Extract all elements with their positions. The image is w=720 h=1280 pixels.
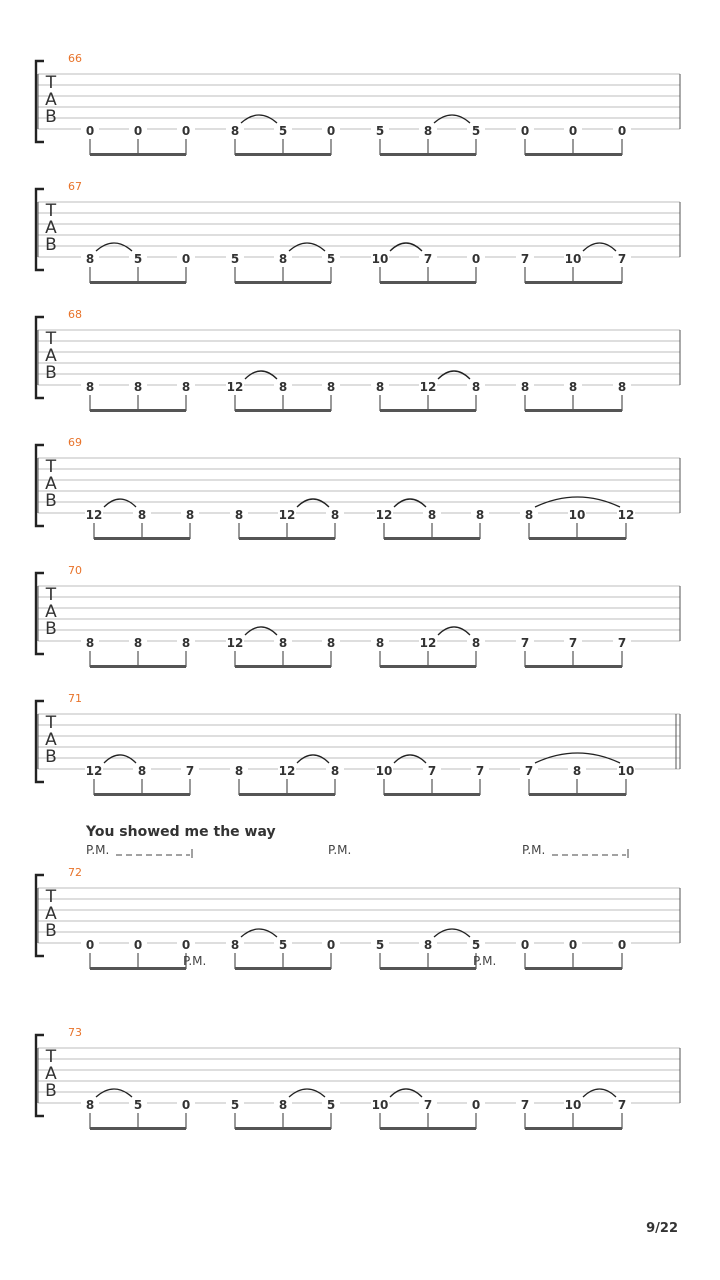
tie-arc (434, 929, 470, 937)
system-bracket (36, 317, 44, 398)
tab-clef-letter: A (45, 1064, 57, 1084)
fret-number: 12 (278, 508, 296, 522)
tab-system-73 (36, 954, 680, 1130)
tie-arc (96, 243, 132, 251)
palm-mute-label: P.M. (183, 954, 207, 968)
measure-number: 71 (68, 692, 82, 705)
tie-arc (241, 115, 277, 123)
beam (239, 537, 335, 540)
tab-system-67 (36, 180, 680, 284)
beam (380, 409, 476, 412)
fret-number: 12 (85, 764, 103, 778)
fret-number: 8 (133, 380, 143, 394)
tab-clef-letter: B (45, 363, 57, 383)
palm-mute-label: P.M. (473, 954, 497, 968)
fret-number: 7 (423, 252, 433, 266)
beam (90, 281, 186, 284)
fret-number: 0 (85, 938, 95, 952)
tab-clef-letter: B (45, 747, 57, 767)
beam (380, 1127, 476, 1130)
measure-number: 66 (68, 52, 82, 65)
tab-clef-letter: B (45, 491, 57, 511)
system-bracket (36, 701, 44, 782)
fret-number: 10 (371, 252, 389, 266)
fret-number: 0 (617, 124, 627, 138)
fret-number: 0 (520, 124, 530, 138)
fret-number: 8 (234, 508, 244, 522)
system-bracket (36, 189, 44, 270)
fret-number: 7 (427, 764, 437, 778)
fret-number: 8 (85, 380, 95, 394)
palm-mute-label: P.M. (328, 843, 352, 857)
fret-number: 7 (617, 636, 627, 650)
fret-number: 12 (375, 508, 393, 522)
tie-arc (104, 499, 136, 507)
fret-number: 8 (181, 636, 191, 650)
beam (235, 665, 331, 668)
system-bracket (36, 61, 44, 142)
tab-system-72 (36, 824, 680, 970)
fret-number: 7 (568, 636, 578, 650)
fret-number: 8 (326, 636, 336, 650)
tab-system-70 (36, 564, 680, 668)
measure-number: 67 (68, 180, 82, 193)
beam (525, 281, 622, 284)
fret-number: 10 (371, 1098, 389, 1112)
tie-arc (438, 627, 470, 635)
beam (94, 537, 190, 540)
fret-number: 8 (85, 1098, 95, 1112)
fret-number: 7 (617, 1098, 627, 1112)
fret-number: 0 (471, 252, 481, 266)
fret-number: 8 (520, 380, 530, 394)
tab-clef-letter: T (45, 585, 57, 605)
fret-number: 12 (226, 636, 244, 650)
tab-system-69 (36, 436, 680, 540)
tab-clef-letter: T (45, 1047, 57, 1067)
tie-arc (289, 243, 325, 251)
lyrics-text: You showed me the way (86, 824, 276, 840)
tie-arc (245, 627, 277, 635)
tab-clef-letter: T (45, 73, 57, 93)
fret-number: 8 (423, 124, 433, 138)
measure-number: 70 (68, 564, 82, 577)
fret-number: 7 (520, 636, 530, 650)
fret-number: 8 (617, 380, 627, 394)
beam (235, 967, 331, 970)
tie-arc (297, 755, 329, 763)
beam (529, 793, 626, 796)
system-bracket (36, 445, 44, 526)
fret-number: 12 (278, 764, 296, 778)
fret-number: 8 (375, 636, 385, 650)
beam (90, 153, 186, 156)
tab-clef-letter: B (45, 921, 57, 941)
beam (525, 153, 622, 156)
fret-number: 8 (471, 380, 481, 394)
tab-clef-letter: T (45, 457, 57, 477)
fret-number: 0 (133, 124, 143, 138)
measure-number: 68 (68, 308, 82, 321)
fret-number: 0 (181, 1098, 191, 1112)
fret-number: 8 (278, 252, 288, 266)
tie-arc (394, 499, 426, 507)
beam (525, 1127, 622, 1130)
system-bracket (36, 875, 44, 956)
beam (525, 409, 622, 412)
beam (384, 793, 480, 796)
tab-clef-letter: B (45, 1081, 57, 1101)
fret-number: 7 (617, 252, 627, 266)
beam (235, 1127, 331, 1130)
fret-number: 8 (475, 508, 485, 522)
beam (529, 537, 626, 540)
fret-number: 8 (137, 508, 147, 522)
fret-number: 5 (375, 124, 385, 138)
beam (235, 153, 331, 156)
fret-number: 5 (230, 252, 240, 266)
tab-system-66 (36, 52, 680, 156)
measure-number: 69 (68, 436, 82, 449)
fret-number: 12 (226, 380, 244, 394)
fret-number: 0 (520, 938, 530, 952)
fret-number: 8 (524, 508, 534, 522)
beam (384, 537, 480, 540)
tab-clef-letter: A (45, 904, 57, 924)
tab-system-71 (36, 692, 680, 796)
fret-number: 10 (564, 1098, 582, 1112)
tie-arc (583, 243, 616, 251)
beam (380, 153, 476, 156)
beam (94, 793, 190, 796)
fret-number: 8 (181, 380, 191, 394)
tab-clef-letter: T (45, 201, 57, 221)
measure-number: 73 (68, 1026, 82, 1039)
fret-number: 5 (230, 1098, 240, 1112)
beam (90, 967, 186, 970)
fret-number: 8 (278, 636, 288, 650)
fret-number: 0 (181, 124, 191, 138)
fret-number: 5 (326, 252, 336, 266)
tie-arc (289, 1089, 325, 1097)
fret-number: 5 (278, 124, 288, 138)
fret-number: 5 (471, 938, 481, 952)
fret-number: 10 (617, 764, 635, 778)
tab-clef-letter: A (45, 474, 57, 494)
fret-number: 10 (564, 252, 582, 266)
fret-number: 8 (230, 124, 240, 138)
fret-number: 7 (185, 764, 195, 778)
fret-number: 8 (375, 380, 385, 394)
fret-number: 5 (326, 1098, 336, 1112)
tie-arc (96, 1089, 132, 1097)
fret-number: 0 (181, 938, 191, 952)
fret-number: 7 (423, 1098, 433, 1112)
fret-number: 0 (568, 938, 578, 952)
tab-clef-letter: T (45, 329, 57, 349)
tab-clef-letter: B (45, 619, 57, 639)
fret-number: 7 (520, 1098, 530, 1112)
fret-number: 10 (568, 508, 586, 522)
fret-number: 0 (617, 938, 627, 952)
tie-arc (241, 929, 277, 937)
fret-number: 12 (85, 508, 103, 522)
beam (380, 665, 476, 668)
tie-arc (434, 115, 470, 123)
fret-number: 0 (568, 124, 578, 138)
fret-number: 0 (326, 938, 336, 952)
fret-number: 8 (471, 636, 481, 650)
beam (235, 409, 331, 412)
page-number: 9/22 (646, 1221, 678, 1236)
tab-clef-letter: A (45, 90, 57, 110)
fret-number: 5 (133, 252, 143, 266)
system-bracket (36, 573, 44, 654)
beam (235, 281, 331, 284)
tie-arc (583, 1089, 616, 1097)
tab-system-68 (36, 308, 680, 412)
fret-number: 7 (475, 764, 485, 778)
tie-arc (394, 755, 426, 763)
tab-clef-letter: B (45, 107, 57, 127)
fret-number: 8 (137, 764, 147, 778)
fret-number: 8 (330, 508, 340, 522)
fret-number: 0 (85, 124, 95, 138)
fret-number: 10 (375, 764, 393, 778)
fret-number: 5 (278, 938, 288, 952)
fret-number: 8 (423, 938, 433, 952)
tab-clef-letter: A (45, 730, 57, 750)
beam (525, 665, 622, 668)
fret-number: 12 (419, 636, 437, 650)
fret-number: 8 (85, 252, 95, 266)
palm-mute-label: P.M. (522, 843, 546, 857)
tab-clef-letter: A (45, 218, 57, 238)
fret-number: 0 (471, 1098, 481, 1112)
tie-arc (390, 243, 422, 251)
beam (525, 967, 622, 970)
palm-mute-label: P.M. (86, 843, 110, 857)
tie-arc (245, 371, 277, 379)
beam (239, 793, 335, 796)
fret-number: 0 (326, 124, 336, 138)
system-bracket (36, 1035, 44, 1116)
fret-number: 5 (133, 1098, 143, 1112)
fret-number: 8 (572, 764, 582, 778)
fret-number: 8 (326, 380, 336, 394)
tie-arc (104, 755, 136, 763)
fret-number: 8 (234, 764, 244, 778)
fret-number: 0 (133, 938, 143, 952)
fret-number: 8 (85, 636, 95, 650)
tie-arc (438, 371, 470, 379)
fret-number: 12 (617, 508, 635, 522)
fret-number: 7 (520, 252, 530, 266)
fret-number: 8 (427, 508, 437, 522)
fret-number: 8 (278, 380, 288, 394)
tab-clef-letter: B (45, 235, 57, 255)
tab-clef-letter: T (45, 713, 57, 733)
fret-number: 7 (524, 764, 534, 778)
fret-number: 5 (471, 124, 481, 138)
fret-number: 8 (133, 636, 143, 650)
tab-clef-letter: A (45, 346, 57, 366)
beam (90, 409, 186, 412)
fret-number: 8 (568, 380, 578, 394)
fret-number: 8 (330, 764, 340, 778)
beam (380, 281, 476, 284)
fret-number: 0 (181, 252, 191, 266)
beam (380, 967, 476, 970)
fret-number: 12 (419, 380, 437, 394)
beam (90, 1127, 186, 1130)
fret-number: 5 (375, 938, 385, 952)
fret-number: 8 (185, 508, 195, 522)
fret-number: 8 (278, 1098, 288, 1112)
measure-number: 72 (68, 866, 82, 879)
tie-arc (297, 499, 329, 507)
beam (90, 665, 186, 668)
tie-arc (390, 1089, 422, 1097)
fret-number: 8 (230, 938, 240, 952)
tab-clef-letter: T (45, 887, 57, 907)
tab-clef-letter: A (45, 602, 57, 622)
